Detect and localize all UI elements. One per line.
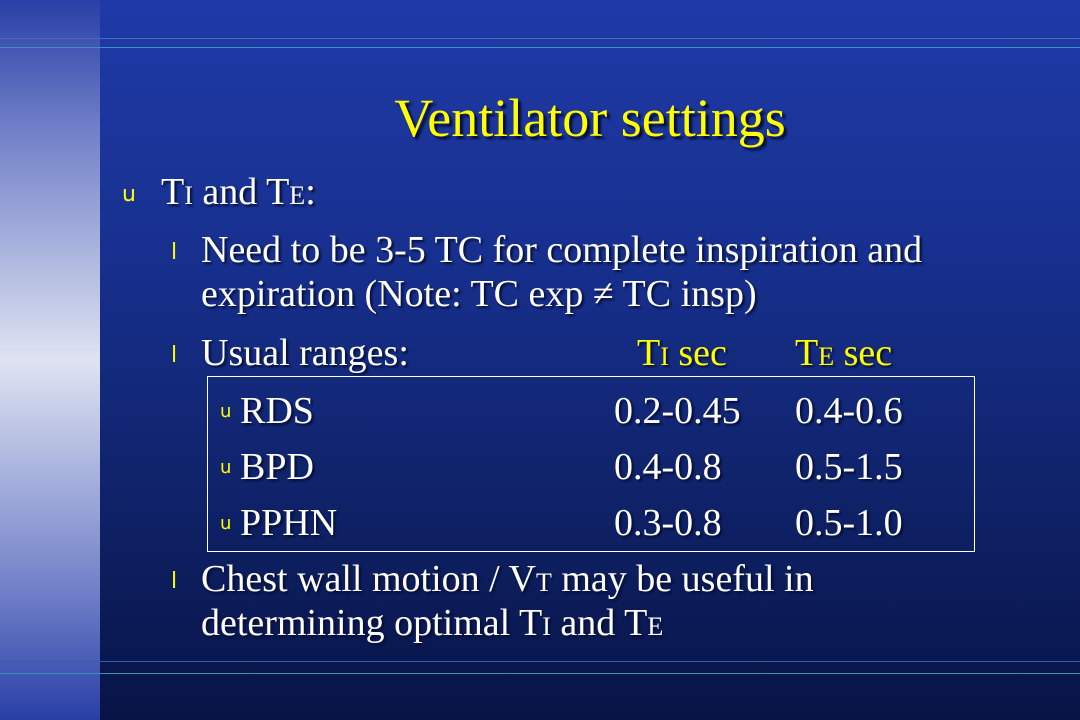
te-header-unit: sec [834, 332, 893, 374]
range-te-value: 0.5-1.0 [795, 502, 903, 544]
top-rule [0, 38, 1080, 39]
usual-ranges-label: Usual ranges: [201, 332, 409, 374]
ti-header-subscript: I [660, 342, 669, 371]
te-header-symbol: T [795, 332, 819, 374]
decorative-side-bar [0, 0, 100, 720]
chest-line-2 [201, 601, 663, 649]
bottom-rule-secondary [0, 673, 1080, 674]
and-te-text: and T [550, 602, 648, 644]
determining-text: determining optimal T [201, 602, 543, 644]
main-bullet-text [161, 170, 316, 218]
need-line-1: Need to be 3-5 TC for complete inspiration and [201, 229, 923, 271]
sub-bullet-marker: l [171, 343, 178, 368]
range-te-value: 0.4-0.6 [795, 390, 903, 432]
need-line-2: expiration (Note: TC exp ≠ TC insp) [201, 273, 757, 315]
ti-sec-header [637, 331, 727, 379]
ti-subscript: I [542, 612, 551, 641]
and-text: and [192, 171, 267, 213]
range-condition: BPD [240, 446, 314, 488]
te-subscript: E [647, 612, 664, 641]
slide-title: Ventilator settings [394, 88, 786, 148]
range-ti-value: 0.3-0.8 [614, 502, 722, 544]
range-condition: RDS [240, 390, 314, 432]
ti-header-unit: sec [668, 332, 727, 374]
range-ti-value: 0.2-0.45 [614, 390, 741, 432]
chest-text-a: Chest wall motion / V [201, 558, 536, 600]
bullet-marker: u [122, 182, 136, 207]
ti-header-symbol: T [637, 332, 661, 374]
sub-bullet-marker: l [171, 569, 178, 594]
sub-bullet-marker: l [171, 240, 178, 265]
te-sec-header [795, 331, 892, 379]
vt-subscript: T [535, 568, 552, 597]
top-rule-secondary [0, 47, 1080, 48]
range-row-marker: u [220, 513, 232, 534]
chest-text-b: may be useful in [551, 558, 814, 600]
colon-text: : [305, 171, 316, 213]
ti-symbol: T [161, 171, 185, 213]
range-ti-value: 0.4-0.8 [614, 446, 722, 488]
bottom-rule [0, 661, 1080, 662]
chest-line-1 [201, 557, 814, 605]
ti-subscript: I [184, 181, 193, 210]
te-header-subscript: E [818, 342, 835, 371]
range-row-marker: u [220, 401, 232, 422]
te-subscript: E [289, 181, 306, 210]
range-te-value: 0.5-1.5 [795, 446, 903, 488]
te-symbol: T [266, 171, 290, 213]
range-row-marker: u [220, 457, 232, 478]
range-condition: PPHN [240, 502, 338, 544]
